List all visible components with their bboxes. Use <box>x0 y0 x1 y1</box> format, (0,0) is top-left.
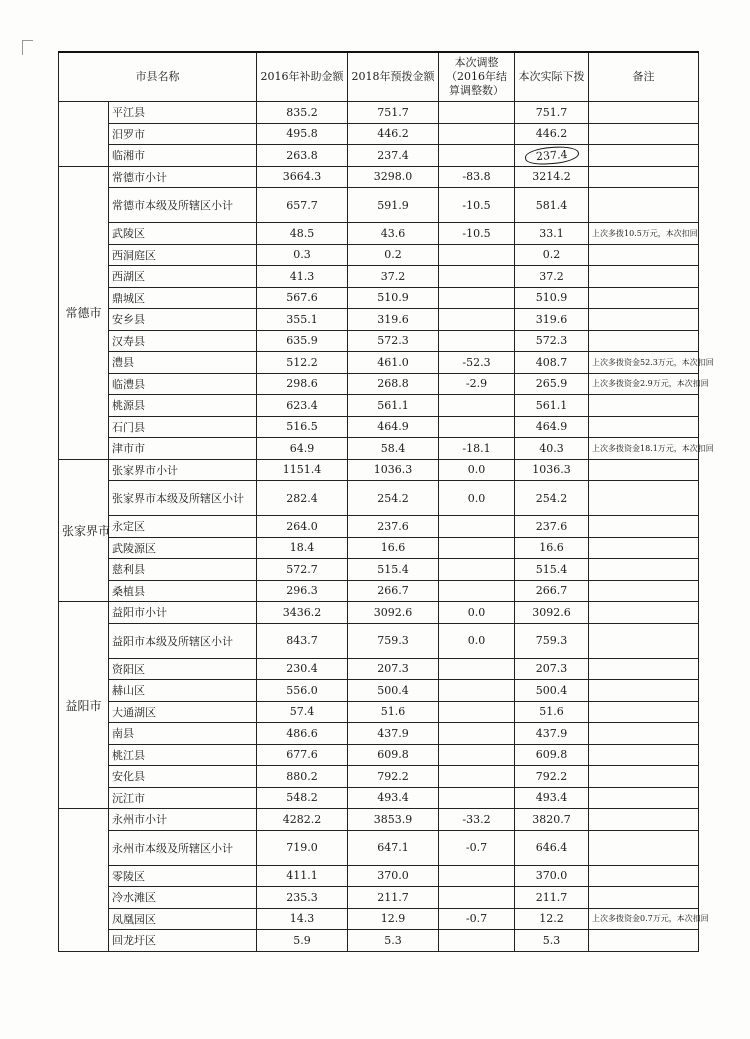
value-actual: 266.7 <box>515 580 589 602</box>
value-adjust: -18.1 <box>439 438 515 460</box>
value-actual: 3092.6 <box>515 602 589 624</box>
value-2016: 18.4 <box>257 537 348 559</box>
value-2018: 591.9 <box>348 188 439 223</box>
value-2018: 759.3 <box>348 623 439 658</box>
value-actual: 581.4 <box>515 188 589 223</box>
table-row <box>59 166 699 188</box>
value-2016: 556.0 <box>257 680 348 702</box>
region-cell: 常德市 <box>59 166 109 459</box>
value-adjust <box>439 309 515 331</box>
value-2018: 751.7 <box>348 102 439 124</box>
row-note <box>589 865 699 887</box>
header-name: 市县名称 <box>59 52 257 102</box>
value-adjust <box>439 559 515 581</box>
value-adjust <box>439 244 515 266</box>
value-2018: 0.2 <box>348 244 439 266</box>
value-actual: 207.3 <box>515 658 589 680</box>
region-cell <box>59 809 109 952</box>
value-actual: 16.6 <box>515 537 589 559</box>
table-row <box>59 481 699 516</box>
table-row <box>59 602 699 624</box>
row-name: 桑植县 <box>109 580 257 602</box>
value-2016: 495.8 <box>257 123 348 145</box>
row-name: 安乡县 <box>109 309 257 331</box>
value-2016: 512.2 <box>257 352 348 374</box>
value-adjust: -52.3 <box>439 352 515 374</box>
row-note <box>589 723 699 745</box>
value-2018: 51.6 <box>348 701 439 723</box>
table-row <box>59 809 699 831</box>
value-2018: 609.8 <box>348 744 439 766</box>
value-adjust <box>439 416 515 438</box>
value-2018: 3298.0 <box>348 166 439 188</box>
value-2016: 567.6 <box>257 287 348 309</box>
value-2016: 719.0 <box>257 830 348 865</box>
value-2016: 880.2 <box>257 766 348 788</box>
row-note: 上次多拨资金18.1万元，本次扣回 <box>589 438 699 460</box>
value-adjust: -33.2 <box>439 809 515 831</box>
row-note <box>589 516 699 538</box>
row-note: 上次多拨资金52.3万元，本次扣回 <box>589 352 699 374</box>
value-2018: 370.0 <box>348 865 439 887</box>
value-adjust <box>439 580 515 602</box>
value-2018: 5.3 <box>348 930 439 952</box>
row-note <box>589 145 699 167</box>
row-note <box>589 744 699 766</box>
value-adjust <box>439 887 515 909</box>
value-2018: 3853.9 <box>348 809 439 831</box>
value-actual: 33.1 <box>515 223 589 245</box>
table-row <box>59 438 699 460</box>
row-name: 鼎城区 <box>109 287 257 309</box>
value-2018: 58.4 <box>348 438 439 460</box>
value-actual: 572.3 <box>515 330 589 352</box>
table-row <box>59 287 699 309</box>
value-2018: 464.9 <box>348 416 439 438</box>
value-adjust <box>439 658 515 680</box>
value-2016: 4282.2 <box>257 809 348 831</box>
row-name: 资阳区 <box>109 658 257 680</box>
value-2018: 37.2 <box>348 266 439 288</box>
value-adjust <box>439 701 515 723</box>
value-adjust <box>439 330 515 352</box>
value-actual: 370.0 <box>515 865 589 887</box>
row-name: 武陵区 <box>109 223 257 245</box>
row-note: 上次多拨资金2.9万元，本次扣回 <box>589 373 699 395</box>
table-row <box>59 865 699 887</box>
row-note <box>589 887 699 909</box>
value-adjust <box>439 930 515 952</box>
value-actual: 3820.7 <box>515 809 589 831</box>
row-name: 石门县 <box>109 416 257 438</box>
header-adjust: 本次调整（2016年结算调整数） <box>439 52 515 102</box>
value-adjust: -10.5 <box>439 188 515 223</box>
row-note <box>589 830 699 865</box>
value-actual: 446.2 <box>515 123 589 145</box>
value-2018: 3092.6 <box>348 602 439 624</box>
value-adjust: -10.5 <box>439 223 515 245</box>
table-row <box>59 830 699 865</box>
value-adjust: -0.7 <box>439 908 515 930</box>
value-2018: 1036.3 <box>348 459 439 481</box>
row-note <box>589 680 699 702</box>
row-name: 益阳市本级及所辖区小计 <box>109 623 257 658</box>
table-row <box>59 580 699 602</box>
table-row <box>59 537 699 559</box>
row-note <box>589 537 699 559</box>
value-adjust <box>439 787 515 809</box>
value-adjust <box>439 766 515 788</box>
value-2018: 792.2 <box>348 766 439 788</box>
header-row <box>59 52 699 102</box>
value-adjust <box>439 744 515 766</box>
table-row <box>59 266 699 288</box>
header-2016: 2016年补助金额 <box>257 52 348 102</box>
crop-mark <box>22 40 33 55</box>
value-actual: 265.9 <box>515 373 589 395</box>
value-2018: 237.4 <box>348 145 439 167</box>
row-note <box>589 166 699 188</box>
value-2016: 263.8 <box>257 145 348 167</box>
row-name: 安化县 <box>109 766 257 788</box>
value-adjust: 0.0 <box>439 623 515 658</box>
value-actual: 1036.3 <box>515 459 589 481</box>
row-note <box>589 102 699 124</box>
value-actual: 3214.2 <box>515 166 589 188</box>
value-adjust <box>439 266 515 288</box>
value-actual: 40.3 <box>515 438 589 460</box>
row-name: 凤凰园区 <box>109 908 257 930</box>
table-row <box>59 623 699 658</box>
row-note <box>589 602 699 624</box>
row-name: 南县 <box>109 723 257 745</box>
value-actual: 646.4 <box>515 830 589 865</box>
value-2018: 572.3 <box>348 330 439 352</box>
value-actual: 609.8 <box>515 744 589 766</box>
row-name: 武陵源区 <box>109 537 257 559</box>
value-2016: 677.6 <box>257 744 348 766</box>
value-adjust: 0.0 <box>439 602 515 624</box>
value-2018: 207.3 <box>348 658 439 680</box>
row-note <box>589 766 699 788</box>
row-note <box>589 787 699 809</box>
value-adjust <box>439 287 515 309</box>
value-actual: 254.2 <box>515 481 589 516</box>
value-adjust <box>439 680 515 702</box>
value-2016: 235.3 <box>257 887 348 909</box>
header-note: 备注 <box>589 52 699 102</box>
value-actual: 319.6 <box>515 309 589 331</box>
table-row <box>59 309 699 331</box>
value-2018: 510.9 <box>348 287 439 309</box>
row-note <box>589 188 699 223</box>
value-actual: 561.1 <box>515 395 589 417</box>
value-2016: 296.3 <box>257 580 348 602</box>
value-actual: 5.3 <box>515 930 589 952</box>
row-name: 常德市小计 <box>109 166 257 188</box>
table-row <box>59 908 699 930</box>
value-adjust <box>439 395 515 417</box>
value-actual: 493.4 <box>515 787 589 809</box>
value-2018: 266.7 <box>348 580 439 602</box>
row-name: 桃源县 <box>109 395 257 417</box>
value-actual: 0.2 <box>515 244 589 266</box>
value-actual: 408.7 <box>515 352 589 374</box>
value-2016: 835.2 <box>257 102 348 124</box>
row-name: 大通湖区 <box>109 701 257 723</box>
value-2018: 493.4 <box>348 787 439 809</box>
value-2018: 647.1 <box>348 830 439 865</box>
row-note <box>589 309 699 331</box>
table-row <box>59 459 699 481</box>
row-name: 临湘市 <box>109 145 257 167</box>
region-cell: 张家界市 <box>59 459 109 602</box>
row-name: 常德市本级及所辖区小计 <box>109 188 257 223</box>
value-2018: 500.4 <box>348 680 439 702</box>
value-2016: 635.9 <box>257 330 348 352</box>
row-note <box>589 701 699 723</box>
row-name: 汉寿县 <box>109 330 257 352</box>
value-2016: 5.9 <box>257 930 348 952</box>
value-actual: 759.3 <box>515 623 589 658</box>
row-note <box>589 266 699 288</box>
value-2018: 561.1 <box>348 395 439 417</box>
value-2018: 268.8 <box>348 373 439 395</box>
value-adjust: -83.8 <box>439 166 515 188</box>
row-name: 西湖区 <box>109 266 257 288</box>
table-row <box>59 145 699 167</box>
row-name: 平江县 <box>109 102 257 124</box>
value-2016: 623.4 <box>257 395 348 417</box>
row-note <box>589 559 699 581</box>
region-cell: 益阳市 <box>59 602 109 809</box>
value-2016: 57.4 <box>257 701 348 723</box>
value-actual-circled <box>515 145 589 167</box>
value-2016: 411.1 <box>257 865 348 887</box>
row-note <box>589 809 699 831</box>
value-2016: 64.9 <box>257 438 348 460</box>
value-2018: 437.9 <box>348 723 439 745</box>
row-note <box>589 244 699 266</box>
value-actual: 437.9 <box>515 723 589 745</box>
value-actual: 51.6 <box>515 701 589 723</box>
row-name: 永州市本级及所辖区小计 <box>109 830 257 865</box>
value-2018: 515.4 <box>348 559 439 581</box>
value-2016: 3436.2 <box>257 602 348 624</box>
value-2016: 843.7 <box>257 623 348 658</box>
row-name: 澧县 <box>109 352 257 374</box>
table-row <box>59 723 699 745</box>
value-adjust <box>439 723 515 745</box>
table-row <box>59 559 699 581</box>
row-note <box>589 930 699 952</box>
row-name: 益阳市小计 <box>109 602 257 624</box>
value-2018: 12.9 <box>348 908 439 930</box>
row-name: 张家界市本级及所辖区小计 <box>109 481 257 516</box>
value-actual: 792.2 <box>515 766 589 788</box>
value-actual: 37.2 <box>515 266 589 288</box>
table-row <box>59 123 699 145</box>
value-actual: 237.6 <box>515 516 589 538</box>
value-2016: 48.5 <box>257 223 348 245</box>
value-2016: 14.3 <box>257 908 348 930</box>
handwritten-circle: 237.4 <box>524 145 579 166</box>
table-row <box>59 188 699 223</box>
value-adjust <box>439 516 515 538</box>
table-row <box>59 352 699 374</box>
row-note <box>589 623 699 658</box>
value-2018: 237.6 <box>348 516 439 538</box>
row-name: 回龙圩区 <box>109 930 257 952</box>
table-row <box>59 516 699 538</box>
value-2018: 43.6 <box>348 223 439 245</box>
table-row <box>59 373 699 395</box>
table-row <box>59 744 699 766</box>
value-actual: 515.4 <box>515 559 589 581</box>
value-adjust <box>439 123 515 145</box>
value-2016: 1151.4 <box>257 459 348 481</box>
value-2018: 254.2 <box>348 481 439 516</box>
row-name: 桃江县 <box>109 744 257 766</box>
value-2016: 264.0 <box>257 516 348 538</box>
table-row <box>59 787 699 809</box>
value-adjust: 0.0 <box>439 459 515 481</box>
row-note <box>589 395 699 417</box>
value-adjust: 0.0 <box>439 481 515 516</box>
table-row <box>59 766 699 788</box>
value-2016: 657.7 <box>257 188 348 223</box>
row-note <box>589 330 699 352</box>
row-name: 西洞庭区 <box>109 244 257 266</box>
region-cell <box>59 102 109 167</box>
table-row <box>59 395 699 417</box>
value-2018: 446.2 <box>348 123 439 145</box>
value-2016: 298.6 <box>257 373 348 395</box>
row-name: 津市市 <box>109 438 257 460</box>
table-row <box>59 887 699 909</box>
table-row <box>59 658 699 680</box>
row-note <box>589 459 699 481</box>
value-actual: 211.7 <box>515 887 589 909</box>
value-adjust: -2.9 <box>439 373 515 395</box>
table-row <box>59 680 699 702</box>
row-name: 赫山区 <box>109 680 257 702</box>
table-row <box>59 416 699 438</box>
value-adjust: -0.7 <box>439 830 515 865</box>
table-row <box>59 930 699 952</box>
value-2016: 516.5 <box>257 416 348 438</box>
table-row <box>59 223 699 245</box>
table-row <box>59 244 699 266</box>
row-name: 冷水滩区 <box>109 887 257 909</box>
value-2016: 0.3 <box>257 244 348 266</box>
value-2016: 486.6 <box>257 723 348 745</box>
table-row <box>59 102 699 124</box>
row-note: 上次多拨10.5万元，本次扣回 <box>589 223 699 245</box>
value-2018: 319.6 <box>348 309 439 331</box>
value-2018: 211.7 <box>348 887 439 909</box>
value-adjust <box>439 102 515 124</box>
value-adjust <box>439 145 515 167</box>
value-actual: 510.9 <box>515 287 589 309</box>
value-actual: 751.7 <box>515 102 589 124</box>
value-actual: 500.4 <box>515 680 589 702</box>
allocation-table <box>58 51 714 952</box>
table-row <box>59 701 699 723</box>
value-2016: 41.3 <box>257 266 348 288</box>
row-note <box>589 416 699 438</box>
row-note <box>589 123 699 145</box>
table-row <box>59 330 699 352</box>
row-name: 张家界市小计 <box>109 459 257 481</box>
value-actual: 12.2 <box>515 908 589 930</box>
value-2016: 230.4 <box>257 658 348 680</box>
value-adjust <box>439 865 515 887</box>
value-2018: 461.0 <box>348 352 439 374</box>
row-note: 上次多拨资金0.7万元，本次扣回 <box>589 908 699 930</box>
value-2016: 3664.3 <box>257 166 348 188</box>
value-actual: 464.9 <box>515 416 589 438</box>
value-2016: 282.4 <box>257 481 348 516</box>
row-name: 永州市小计 <box>109 809 257 831</box>
row-note <box>589 580 699 602</box>
row-note <box>589 481 699 516</box>
row-name: 慈利县 <box>109 559 257 581</box>
row-note <box>589 658 699 680</box>
header-2018: 2018年预拨金额 <box>348 52 439 102</box>
row-name: 零陵区 <box>109 865 257 887</box>
value-adjust <box>439 537 515 559</box>
row-name: 汨罗市 <box>109 123 257 145</box>
row-name: 临澧县 <box>109 373 257 395</box>
value-2016: 572.7 <box>257 559 348 581</box>
value-2016: 355.1 <box>257 309 348 331</box>
row-name: 永定区 <box>109 516 257 538</box>
value-2018: 16.6 <box>348 537 439 559</box>
value-2016: 548.2 <box>257 787 348 809</box>
row-note <box>589 287 699 309</box>
row-name: 沅江市 <box>109 787 257 809</box>
header-actual: 本次实际下拨 <box>515 52 589 102</box>
